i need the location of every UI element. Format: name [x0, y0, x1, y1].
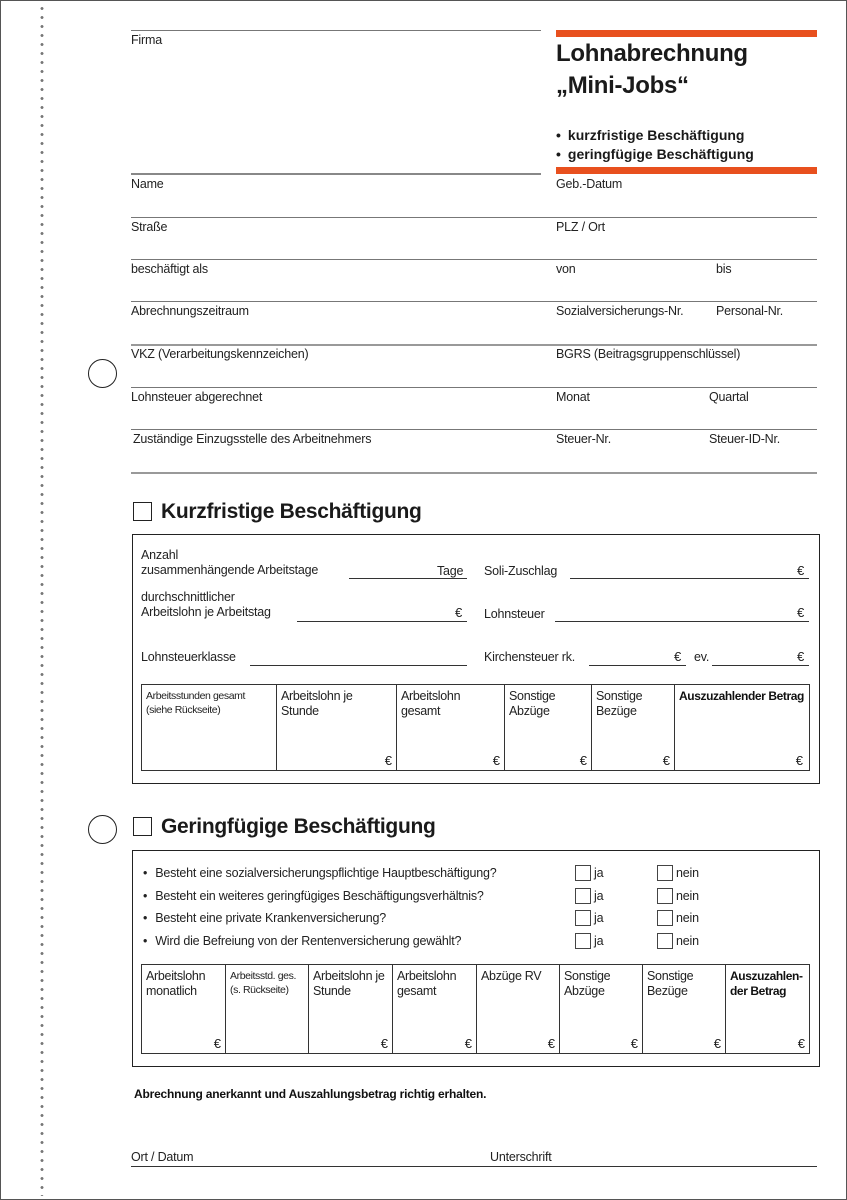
- form-type-list: [556, 126, 754, 164]
- kf-col-lohn-gesamt-label: Arbeitslohn gesamt: [401, 689, 461, 718]
- kf-col-arbeitsstunden[interactable]: [142, 685, 277, 770]
- q2-nein-checkbox[interactable]: [657, 888, 673, 904]
- geringfuegig-table: [141, 964, 810, 1054]
- ort-datum-label: Ort / Datum: [131, 1150, 194, 1164]
- gf-col-lohn-gesamt-label: Arbeitslohn gesamt: [397, 969, 457, 998]
- gf-col-arbeitsstunden[interactable]: [226, 965, 309, 1053]
- q3-ja-label: ja: [594, 911, 604, 925]
- question-befreiung-rv: • Wird die Befreiung von der Rentenversicherung gewählt?: [143, 934, 461, 948]
- bgrs-label: BGRS (Beitragsgruppenschlüssel): [556, 347, 741, 361]
- perforation-edge: [40, 4, 44, 1196]
- durchschnitt-input[interactable]: [297, 621, 467, 622]
- kf-col-auszahlbetrag-euro: €: [795, 753, 803, 768]
- q3-nein-label: nein: [676, 911, 699, 925]
- q3-nein-checkbox[interactable]: [657, 910, 673, 926]
- abrechnungszeitraum-label: Abrechnungszeitraum: [131, 304, 249, 318]
- q1-nein-label: nein: [676, 866, 699, 880]
- q4-nein-checkbox[interactable]: [657, 933, 673, 949]
- gf-col-abzuege-rv[interactable]: [477, 965, 560, 1053]
- kirchensteuer-label: Kirchensteuer rk.: [484, 650, 576, 664]
- q1-ja-checkbox[interactable]: [575, 865, 591, 881]
- confirmation-text: Abrechnung anerkannt und Auszahlungsbetrag richtig erhalten.: [134, 1087, 487, 1101]
- einzugsstelle-label: Zuständige Einzugsstelle des Arbeitnehmers: [133, 432, 372, 446]
- bis-label: bis: [716, 262, 732, 276]
- kf-col-sonstige-abzuege-label: Sonstige Abzüge: [509, 689, 556, 718]
- durchschnitt-label: [141, 590, 271, 620]
- plz-ort-label: PLZ / Ort: [556, 220, 605, 234]
- row-rule-4: [131, 344, 817, 346]
- personal-nr-label: Personal-Nr.: [716, 304, 784, 318]
- gf-col-sonstige-abzuege-euro: €: [630, 1036, 638, 1051]
- steuer-id-label: Steuer-ID-Nr.: [709, 432, 781, 446]
- kirchensteuer-rk-euro: €: [674, 649, 682, 664]
- gf-col-lohn-gesamt[interactable]: [393, 965, 477, 1053]
- kirchensteuer-ev-label: ev.: [694, 650, 710, 664]
- q1-nein-checkbox[interactable]: [657, 865, 673, 881]
- firma-top-rule: [131, 30, 541, 31]
- q2-ja-label: ja: [594, 889, 604, 903]
- question-weiteres-verhaeltnis: • Besteht ein weiteres geringfügiges Beschäftigungsverhältnis?: [143, 889, 484, 903]
- kf-col-lohn-je-stunde-label: Arbeitslohn je Stunde: [281, 689, 353, 718]
- q4-ja-label: ja: [594, 934, 604, 948]
- strasse-label: Straße: [131, 220, 168, 234]
- lohnsteuerklasse-input[interactable]: [250, 665, 467, 666]
- soli-euro: €: [797, 563, 805, 578]
- unterschrift-label: Unterschrift: [490, 1150, 552, 1164]
- anzahl-tage-label: [141, 548, 318, 578]
- kurzfristig-title: Kurzfristige Beschäftigung: [161, 500, 422, 523]
- von-label: von: [556, 262, 576, 276]
- row-rule-1: [131, 217, 817, 218]
- q2-ja-checkbox[interactable]: [575, 888, 591, 904]
- kf-col-sonstige-bezuege[interactable]: [592, 685, 675, 770]
- kf-col-sonstige-abzuege-euro: €: [579, 753, 587, 768]
- anzahl-tage-label-line2: zusammenhängende Arbeitstage: [141, 563, 319, 577]
- gf-col-sonstige-abzuege[interactable]: [560, 965, 643, 1053]
- signature-line[interactable]: [131, 1166, 817, 1167]
- gf-col-lohn-monatlich-euro: €: [213, 1036, 221, 1051]
- row-rule-2: [131, 259, 817, 260]
- gf-col-lohn-gesamt-euro: €: [464, 1036, 472, 1051]
- punch-hole-top: [88, 359, 117, 388]
- question-private-kv: • Besteht eine private Krankenversicherung?: [143, 911, 386, 925]
- durchschnitt-label-line2: Arbeitslohn je Arbeitstag: [141, 605, 271, 619]
- steuer-nr-label: Steuer-Nr.: [556, 432, 611, 446]
- gf-col-lohn-je-stunde-label: Arbeitslohn je Stunde: [313, 969, 385, 998]
- firma-bottom-rule: [131, 173, 541, 175]
- kf-col-sonstige-bezuege-euro: €: [662, 753, 670, 768]
- geringfuegig-title: Geringfügige Beschäftigung: [161, 815, 436, 838]
- firma-label: Firma: [131, 33, 162, 47]
- kf-col-lohn-je-stunde[interactable]: [277, 685, 397, 770]
- row-rule-3: [131, 301, 817, 302]
- question-hauptbeschaeftigung: • Besteht eine sozialversicherungspflichtige Hauptbeschäftigung?: [143, 866, 496, 880]
- kf-col-sonstige-abzuege[interactable]: [505, 685, 592, 770]
- row-rule-5: [131, 387, 817, 388]
- q1-ja-label: ja: [594, 866, 604, 880]
- gf-col-sonstige-bezuege-euro: €: [713, 1036, 721, 1051]
- gf-col-lohn-monatlich-label: Arbeitslohn monatlich: [146, 969, 206, 998]
- gf-col-auszahlbetrag[interactable]: [726, 965, 809, 1053]
- gf-col-lohn-monatlich[interactable]: [142, 965, 226, 1053]
- quartal-label: Quartal: [709, 390, 749, 404]
- kurzfristig-checkbox[interactable]: [133, 502, 152, 521]
- form-title-line1: Lohnabrechnung: [556, 40, 748, 67]
- soli-input[interactable]: [570, 578, 809, 579]
- kf-col-auszahlbetrag[interactable]: [675, 685, 807, 770]
- row-rule-7: [131, 472, 817, 474]
- sv-nr-label: Sozialversicherungs-Nr.: [556, 304, 684, 318]
- title-bar-bottom: [556, 167, 817, 174]
- form-title-line2: „Mini-Jobs“: [556, 72, 689, 99]
- anzahl-tage-label-line1: Anzahl: [141, 548, 179, 562]
- geb-datum-label: Geb.-Datum: [556, 177, 623, 191]
- gf-col-sonstige-bezuege[interactable]: [643, 965, 726, 1053]
- kf-col-lohn-gesamt[interactable]: [397, 685, 505, 770]
- q2-nein-label: nein: [676, 889, 699, 903]
- soli-label: Soli-Zuschlag: [484, 564, 558, 578]
- lohnsteuer-input[interactable]: [555, 621, 809, 622]
- vkz-label: VKZ (Verarbeitungskennzeichen): [131, 347, 309, 361]
- tage-unit: Tage: [437, 564, 464, 578]
- monat-label: Monat: [556, 390, 590, 404]
- kirchensteuer-ev-input[interactable]: [712, 665, 809, 666]
- q4-nein-label: nein: [676, 934, 699, 948]
- kf-col-lohn-gesamt-euro: €: [492, 753, 500, 768]
- gf-col-abzuege-rv-euro: €: [547, 1036, 555, 1051]
- kf-col-arbeitsstunden-label: Arbeitsstunden gesamt (siehe Rückseite): [146, 690, 245, 716]
- kf-col-sonstige-bezuege-label: Sonstige Bezüge: [596, 689, 643, 718]
- kf-col-auszahlbetrag-label: Auszuzahlender Betrag: [679, 689, 804, 703]
- punch-hole-bottom: [88, 815, 117, 844]
- geringfuegig-checkbox[interactable]: [133, 817, 152, 836]
- form-type-kurzfristig: • kurzfristige Beschäftigung: [556, 126, 754, 145]
- gf-col-lohn-je-stunde-euro: €: [380, 1036, 388, 1051]
- row-rule-6: [131, 429, 817, 430]
- kurzfristig-table: [141, 684, 810, 771]
- lohnsteuer-label: Lohnsteuer: [484, 607, 545, 621]
- kirchensteuer-ev-euro: €: [797, 649, 805, 664]
- kirchensteuer-rk-input[interactable]: [589, 665, 686, 666]
- gf-col-arbeitsstunden-label: Arbeitsstd. ges. (s. Rückseite): [230, 970, 296, 996]
- form-type-geringfuegig: • geringfügige Beschäftigung: [556, 145, 754, 164]
- kf-col-lohn-je-stunde-euro: €: [384, 753, 392, 768]
- title-bar-top: [556, 30, 817, 37]
- beschaeftigt-als-label: beschäftigt als: [131, 262, 208, 276]
- gf-col-lohn-je-stunde[interactable]: [309, 965, 393, 1053]
- gf-col-auszahlbetrag-euro: €: [797, 1036, 805, 1051]
- durchschnitt-label-line1: durchschnittlicher: [141, 590, 235, 604]
- lohnsteuer-euro: €: [797, 605, 805, 620]
- durchschnitt-euro: €: [455, 605, 463, 620]
- name-label: Name: [131, 177, 164, 191]
- gf-col-abzuege-rv-label: Abzüge RV: [481, 969, 542, 983]
- gf-col-sonstige-abzuege-label: Sonstige Abzüge: [564, 969, 611, 998]
- q4-ja-checkbox[interactable]: [575, 933, 591, 949]
- anzahl-tage-input[interactable]: [349, 578, 467, 579]
- lohnsteuer-abgerechnet-label: Lohnsteuer abgerechnet: [131, 390, 263, 404]
- q3-ja-checkbox[interactable]: [575, 910, 591, 926]
- lohnsteuerklasse-label: Lohnsteuerklasse: [141, 650, 236, 664]
- form-title: [556, 38, 748, 102]
- gf-col-sonstige-bezuege-label: Sonstige Bezüge: [647, 969, 694, 998]
- gf-col-auszahlbetrag-label: Auszuzahlen-der Betrag: [730, 969, 803, 998]
